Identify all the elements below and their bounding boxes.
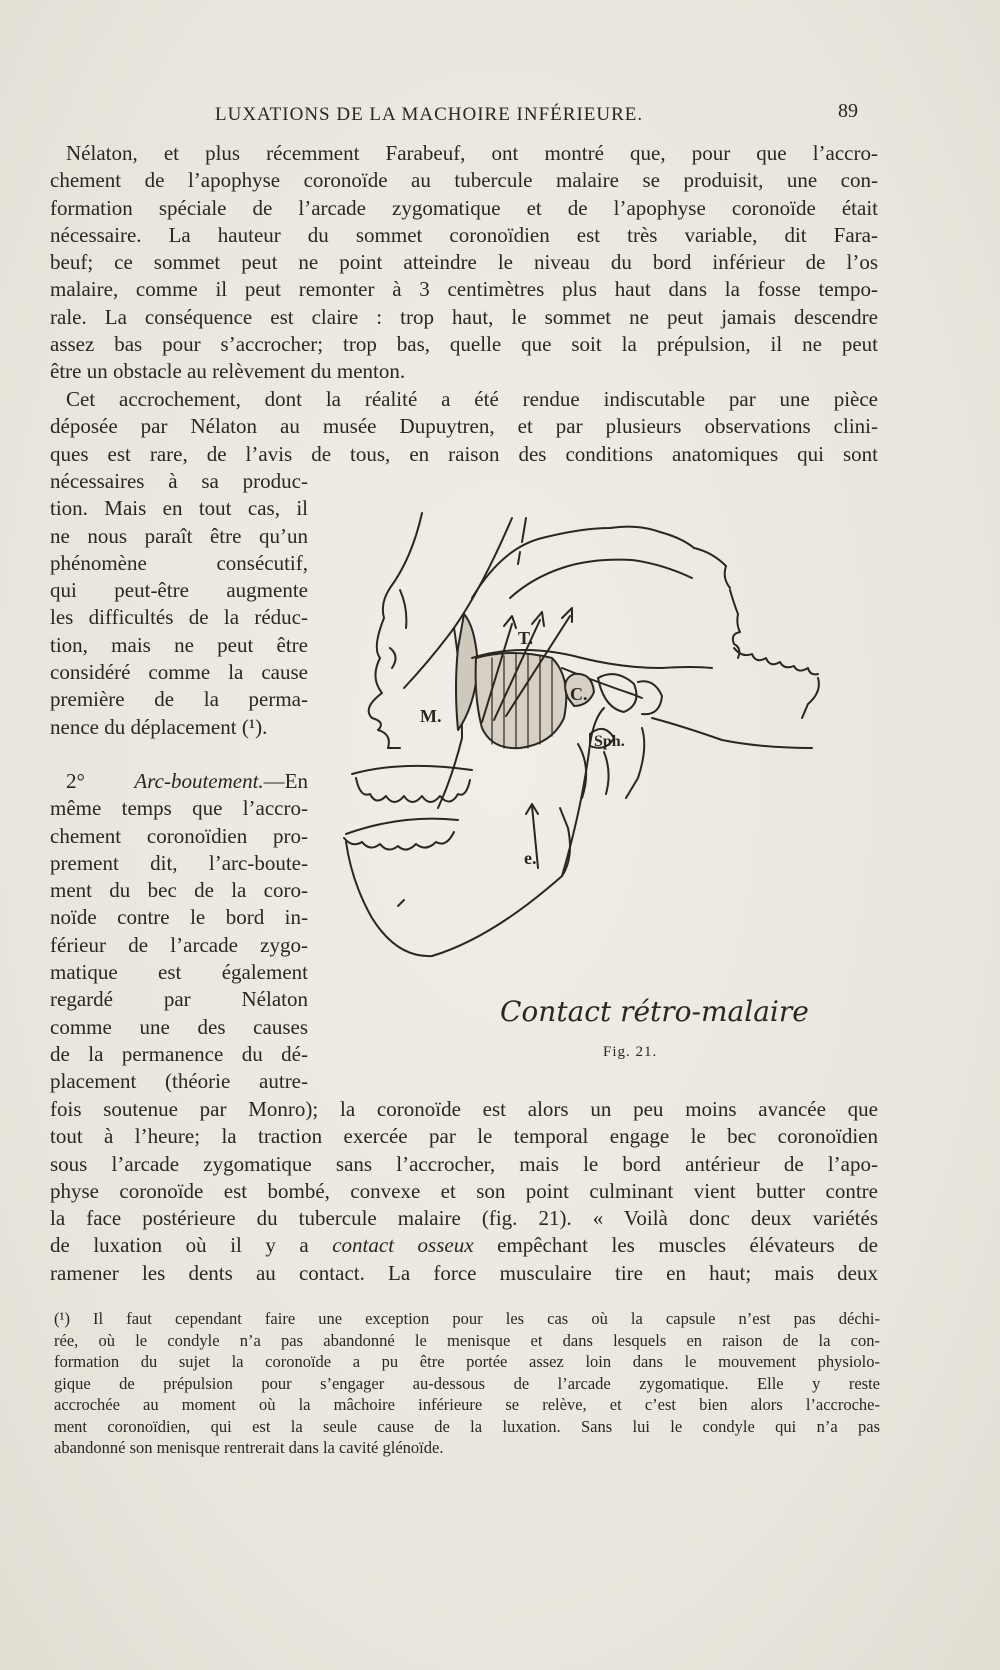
text-line: comme une des causes	[50, 1014, 308, 1039]
text-line: rale. La conséquence est claire : trop haut, le sommet ne peut jamais descendre	[50, 304, 878, 329]
section-number: 2°	[66, 769, 135, 793]
footnote-line: ment coronoïdien, qui est la seule cause de la luxation. Sans lui le condyle qui n’a pas	[54, 1416, 880, 1436]
text-line: férieur de l’arcade zygo-	[50, 932, 308, 957]
footnote-line: rée, où le condyle n’a pas abandonné le menisque et dans lesquels en raison de la con-	[54, 1330, 880, 1350]
text-line: phénomène consécutif,	[50, 550, 308, 575]
text-line: chement coronoïdien pro-	[50, 823, 308, 848]
text-line: beuf; ce sommet peut ne point atteindre le niveau du bord inférieur de l’os	[50, 250, 878, 275]
text-line	[50, 1232, 878, 1259]
paragraph-2-column	[50, 468, 308, 741]
page-number: 89	[838, 100, 858, 122]
text-line: ment du bec de la coro-	[50, 878, 308, 903]
text-line: première de la perma-	[50, 687, 308, 712]
text-line: qui peut-être augmente	[50, 578, 308, 603]
footnote	[54, 1308, 880, 1459]
skull-figure	[342, 508, 882, 1038]
figure-handwritten-caption: Contact rétro-malaire	[500, 995, 809, 1028]
text-fragment: de luxation où il y a	[50, 1233, 333, 1258]
text-line: ne nous paraît être qu’un	[50, 523, 308, 548]
text-fragment: —En	[263, 769, 308, 793]
text-line: Cet accrochement, dont la réalité a été rendue indiscutable par une pièce	[66, 387, 878, 411]
label-c: C.	[570, 684, 588, 704]
text-line: malaire, comme il peut remonter à 3 centimètres plus haut dans la fosse tempo-	[50, 277, 878, 302]
section-heading-line	[50, 768, 308, 795]
text-line: matique est également	[50, 960, 308, 985]
text-line: être un obstacle au relèvement du menton.	[50, 359, 406, 384]
text-line: chement de l’apophyse coronoïde au tubercule malaire se produisit, une con-	[50, 168, 878, 193]
footnote-line: (¹) Il faut cependant faire une exception pour les cas où la capsule n’est pas déchi-	[54, 1309, 880, 1328]
label-e: e.	[524, 848, 537, 868]
face-profile	[369, 513, 422, 748]
text-line: de la permanence du dé-	[50, 1041, 308, 1066]
label-m: M.	[420, 706, 442, 726]
text-line: ques est rare, de l’avis de tous, en raison des conditions anatomiques qui sont	[50, 441, 878, 466]
paragraph-1	[50, 140, 878, 386]
label-t: T.	[518, 628, 534, 648]
footnote-line: abandonné son menisque rentrerait dans la cavité glénoïde.	[54, 1438, 444, 1457]
text-line: fois soutenue par Monro); la coronoïde est alors un peu moins avancée que	[50, 1097, 878, 1121]
cranium-outline	[472, 527, 730, 598]
text-line: les difficultés de la réduc-	[50, 605, 308, 630]
text-line: la face postérieure du tubercule malaire (fig. 21). « Voilà donc deux variétés	[50, 1206, 878, 1231]
text-fragment: empêchant les muscles élévateurs de	[473, 1233, 878, 1258]
text-line: placement (théorie autre-	[50, 1069, 308, 1094]
text-line: tout à l’heure; la traction exercée par le temporal engage le bec coronoïdien	[50, 1124, 878, 1149]
lower-teeth	[344, 832, 454, 850]
text-line: même temps que l’accro-	[50, 796, 308, 821]
text-line: déposée par Nélaton au musée Dupuytren, et par plusieurs observations clini-	[50, 414, 878, 439]
footnote-line: formation du sujet la coronoïde a pu être portée assez loin dans le mouvement physiolo-	[54, 1352, 880, 1371]
text-line: ramener les dents au contact. La force musculaire tire en haut; mais deux	[50, 1260, 878, 1285]
running-title: LUXATIONS DE LA MACHOIRE INFÉRIEURE.	[215, 104, 644, 125]
italic-phrase: contact osseux	[332, 1233, 474, 1258]
label-sph: Sph.	[594, 733, 625, 750]
text-line: noïde contre le bord in-	[50, 905, 308, 930]
upper-teeth	[356, 778, 470, 802]
footnote-line: gique de prépulsion pour s’engager au-dessous de l’arcade zygomatique. Elle y reste	[54, 1373, 880, 1393]
figure-caption: Fig. 21.	[603, 1044, 658, 1060]
text-line: Nélaton, et plus récemment Farabeuf, ont montré que, pour que l’accro-	[66, 141, 878, 165]
section-title: Arc-boutement.	[134, 769, 264, 793]
mandible-outline	[346, 808, 570, 956]
paragraph-3	[50, 1096, 878, 1287]
text-line: formation spéciale de l’arcade zygomatique et de l’apophyse coronoïde était	[50, 195, 878, 220]
suture-line	[734, 648, 818, 674]
text-line: considéré comme la cause	[50, 660, 308, 685]
text-line: tion, mais ne peut être	[50, 632, 308, 657]
text-line: nécessaires à sa produc-	[50, 469, 308, 493]
footnote-line: accrochée au moment où la mâchoire inférieure se relève, et c’est bien alors l’accroche-	[54, 1395, 880, 1414]
text-line: nence du déplacement (¹).	[50, 714, 268, 739]
paragraph-2	[50, 386, 878, 468]
text-line: prement dit, l’arc-boute-	[50, 850, 308, 875]
text-line: sous l’arcade zygomatique sans l’accrocher, mais le bord antérieur de l’apo-	[50, 1151, 878, 1176]
text-line: physe coronoïde est bombé, convexe et son point culminant vient butter contre	[50, 1178, 878, 1203]
text-line: nécessaire. La hauteur du sommet coronoïdien est très variable, dit Fara-	[50, 222, 878, 247]
text-line: tion. Mais en tout cas, il	[50, 496, 308, 521]
text-line: regardé par Nélaton	[50, 987, 308, 1012]
text-line: assez bas pour s’accrocher; trop bas, quelle que soit la prépulsion, il ne peut	[50, 332, 878, 357]
paragraph-3-column	[50, 768, 308, 1096]
